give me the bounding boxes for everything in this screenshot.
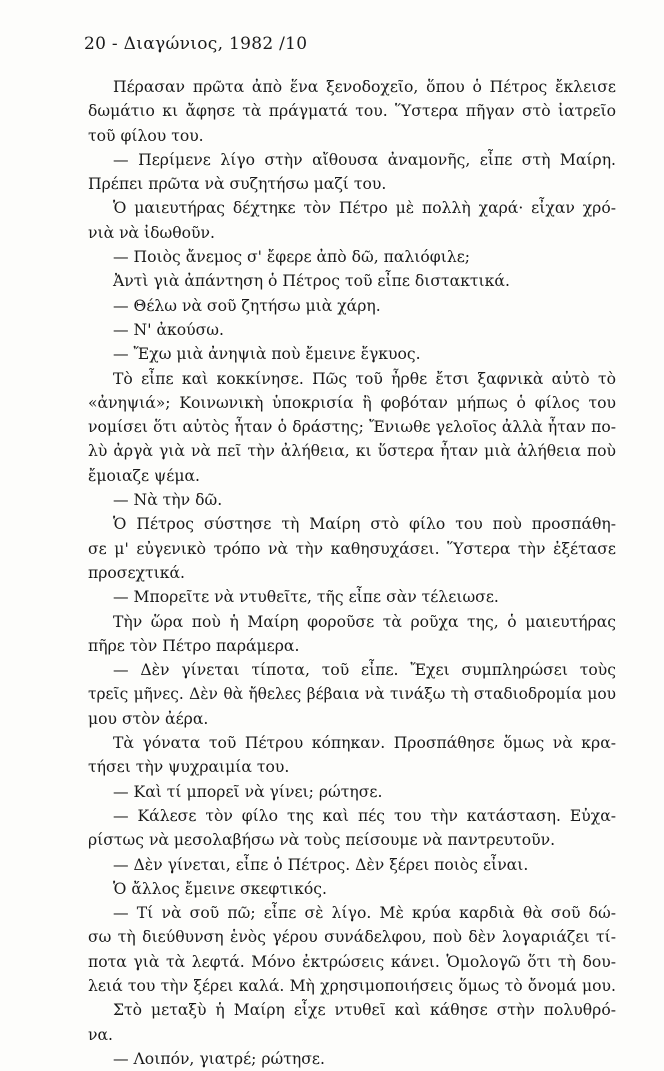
text-line: — Μπορεῖτε νὰ ντυθεῖτε, τῆς εἶπε σὰν τέλειωσε. <box>113 588 499 607</box>
text-line: — Ν' ἀκούσω. <box>113 320 224 339</box>
text-line: δωμάτιο κι ἄφησε τὰ πράγματά του. Ὕστερα πῆγαν στὸ ἰατρεῖο <box>88 102 616 121</box>
text-line: — Τί νὰ σοῦ πῶ; εἶπε σὲ λίγο. Μὲ κρύα καρδιὰ θὰ σοῦ δώ- <box>113 904 616 923</box>
text-line: Τὴν ὥρα ποὺ ἡ Μαίρη φοροῦσε τὰ ροῦχα της, ὁ μαιευτήρας <box>113 612 616 631</box>
text-line: — Νὰ τὴν δῶ. <box>113 491 223 510</box>
text-line: Πρέπει πρῶτα νὰ συζητήσω μαζί του. <box>88 175 387 194</box>
text-line: Στὸ μεταξὺ ἡ Μαίρη εἶχε ντυθεῖ καὶ κάθησε στὴν πολυθρό- <box>113 1001 616 1020</box>
text-line: — Θέλω νὰ σοῦ ζητήσω μιὰ χάρη. <box>113 296 381 315</box>
text-line: — Δὲν γίνεται τίποτα, τοῦ εἶπε. Ἔχει συμπληρώσει τοὺς <box>113 661 616 680</box>
text-line: ἔμοιαζε ψέμα. <box>88 466 200 485</box>
text-line: — Κάλεσε τὸν φίλο της καὶ πές του τὴν κατάσταση. Εὐχα- <box>113 806 616 825</box>
text-line: — Ποιὸς ἄνεμος σ' ἔφερε ἀπὸ δῶ, παλιόφιλε; <box>113 248 471 267</box>
text-line: — Λοιπόν, γιατρέ; ρώτησε. <box>113 1049 325 1068</box>
text-line: Τὸ εἶπε καὶ κοκκίνησε. Πῶς τοῦ ἦρθε ἔτσι ξαφνικὰ αὐτὸ τὸ <box>113 369 616 388</box>
running-head: 20 - Διαγώνιος, 1982 /10 <box>84 34 308 54</box>
text-line: — Περίμενε λίγο στὴν αἴθουσα ἀναμονῆς, εἶπε στὴ Μαίρη. <box>113 150 616 169</box>
text-line: σω τὴ διεύθυνση ἑνὸς γέρου συνάδελφου, ποὺ δὲν λογαριάζει τί- <box>88 928 616 947</box>
text-line: πῆρε τὸν Πέτρο παράμερα. <box>88 636 300 655</box>
text-line: λὺ ἀργὰ γιὰ νὰ πεῖ τὴν ἀλήθεια, κι ὕστερα ἦταν μιὰ ἀλήθεια ποὺ <box>88 442 616 461</box>
text-line: Ὁ Πέτρος σύστησε τὴ Μαίρη στὸ φίλο του ποὺ προσπάθη- <box>113 515 616 534</box>
text-line: τρεῖς μῆνες. Δὲν θὰ ἤθελες βέβαια νὰ τινάξω τὴ σταδιοδρομία μου <box>88 685 616 704</box>
text-line: ποτα γιὰ τὰ λεφτά. Μόνο ἐκτρώσεις κάνει. Ὁμολογῶ ὅτι τὴ δου- <box>88 952 616 971</box>
text-line: τήσει τὴν ψυχραιμία του. <box>88 758 290 777</box>
text-line: να. <box>88 1025 113 1044</box>
text-line: προσεχτικά. <box>88 563 185 582</box>
text-line: σε μ' εὐγενικὸ τρόπο νὰ τὴν καθησυχάσει. Ὕστερα τὴν ἐξέτασε <box>88 539 616 558</box>
text-line: Ὁ ἄλλος ἔμεινε σκεφτικός. <box>113 879 327 898</box>
page-body <box>88 75 616 1071</box>
text-line: νομίσει ὅτι αὐτὸς ἦταν ὁ δράστης; Ἔνιωθε γελοῖος ἀλλὰ ἦταν πο- <box>88 418 616 437</box>
text-line: — Καὶ τί μπορεῖ νὰ γίνει; ρώτησε. <box>113 782 383 801</box>
text-line: Ἀντὶ γιὰ ἀπάντηση ὁ Πέτρος τοῦ εἶπε διστακτικά. <box>113 272 510 291</box>
text-line: Πέρασαν πρῶτα ἀπὸ ἕνα ξενοδοχεῖο, ὅπου ὁ Πέτρος ἔκλεισε <box>113 78 616 96</box>
text-line: Ὁ μαιευτήρας δέχτηκε τὸν Πέτρο μὲ πολλὴ χαρά· εἶχαν χρό- <box>113 199 616 218</box>
text-line: νιὰ νὰ ἰδωθοῦν. <box>88 223 215 242</box>
text-line: τοῦ φίλου του. <box>88 126 204 145</box>
text-line: μου στὸν ἀέρα. <box>88 709 209 728</box>
text-line: «ἀνηψιά»; Κοινωνικὴ ὑποκρισία ἢ φοβόταν μήπως ὁ φίλος του <box>88 393 616 412</box>
text-line: — Δὲν γίνεται, εἶπε ὁ Πέτρος. Δὲν ξέρει ποιὸς εἶναι. <box>113 855 529 874</box>
text-line: Τὰ γόνατα τοῦ Πέτρου κόπηκαν. Προσπάθησε ὅμως νὰ κρα- <box>113 734 616 753</box>
text-line: λειά του τὴν ξέρει καλά. Μὴ χρησιμοποιήσεις ὅμως τὸ ὄνομά μου. <box>88 976 616 995</box>
text-line: — Ἔχω μιὰ ἀνηψιὰ ποὺ ἔμεινε ἔγκυος. <box>113 345 421 364</box>
text-line: ρίστως νὰ μεσολαβήσω νὰ τοὺς πείσουμε νὰ παντρευτοῦν. <box>88 831 556 850</box>
